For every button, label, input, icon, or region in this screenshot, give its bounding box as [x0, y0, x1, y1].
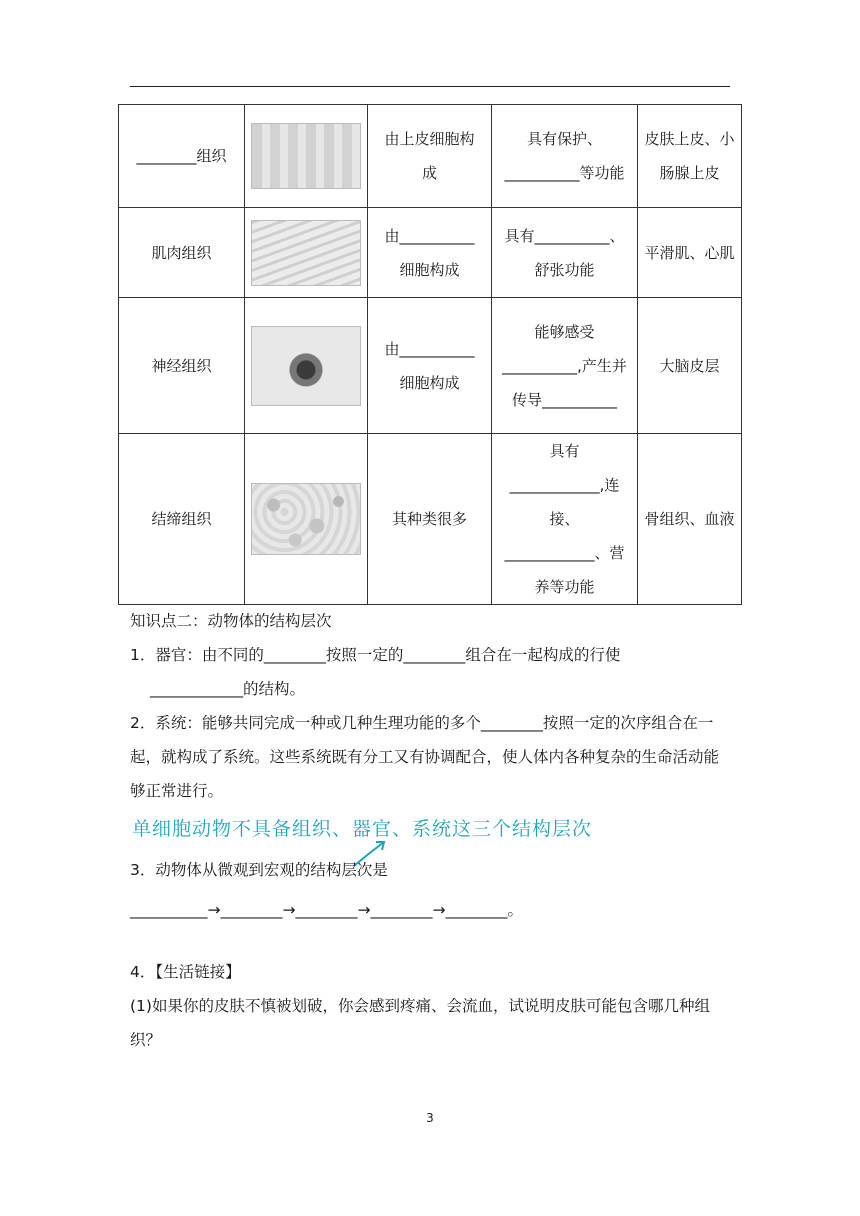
answer-blank[interactable]: ____________ — [509, 476, 600, 494]
section-subtitle: 4．【生活链接】 — [130, 963, 241, 981]
function-cell — [492, 298, 638, 434]
section-title: 知识点二：动物体的结构层次 — [130, 612, 332, 630]
example-cell: 大脑皮层 — [638, 298, 742, 434]
answer-blank[interactable]: ____________ — [504, 544, 595, 562]
answer-chain[interactable]: __________→________→________→________→________。 — [130, 901, 523, 919]
table-row — [119, 434, 742, 605]
composition-text: 由 — [384, 226, 400, 245]
tissue-image-cell — [245, 434, 368, 605]
answer-blank[interactable]: __________ — [504, 164, 580, 182]
table-row — [119, 208, 742, 298]
question-text: 按照一定的次序组合在一起，就构成了系统。这些系统既有分工又有协调配合，使人体内各种复杂的生命活动能够正常进行。 — [130, 714, 720, 800]
function-cell — [492, 105, 638, 208]
question-3 — [130, 853, 730, 927]
question-2 — [130, 706, 730, 808]
function-text: 等功能 — [579, 164, 625, 182]
answer-blank[interactable]: ________ — [263, 646, 326, 664]
handwritten-note: 单细胞动物不具备组织、器官、系统这三个结构层次 — [132, 818, 593, 840]
answer-blank[interactable]: ________ — [480, 714, 543, 732]
example-text: 皮肤上皮、小肠腺上皮 — [644, 130, 735, 182]
answer-blank[interactable]: ________ — [403, 646, 466, 664]
function-cell — [492, 208, 638, 298]
question-4 — [130, 955, 730, 1057]
function-text: ,连接、 — [549, 476, 620, 528]
function-text: 能够感受 — [534, 322, 595, 341]
answer-blank[interactable]: __________ — [534, 226, 610, 245]
answer-blank[interactable]: ____________ — [150, 680, 243, 698]
answer-blank[interactable]: __________ — [542, 390, 617, 409]
question-text: 组合在一起构成的行使 — [465, 646, 621, 664]
muscle-tissue-image — [251, 220, 361, 286]
header-rule — [130, 86, 730, 87]
epithelial-tissue-image — [251, 123, 361, 189]
function-text: 、营养等功能 — [534, 544, 625, 596]
example-cell — [638, 434, 742, 605]
question-text: 1．器官：由不同的 — [130, 646, 264, 664]
function-text: 具有 — [504, 226, 535, 245]
question-text: 的结构。 — [243, 680, 306, 698]
question-text: (1)如果你的皮肤不慎被划破，你会感到疼痛、会流血，试说明皮肤可能包含哪几种组织？ — [130, 997, 710, 1049]
connective-tissue-image — [251, 483, 361, 555]
answer-blank[interactable]: __________ — [399, 226, 475, 245]
question-text: 3．动物体从微观到宏观的结构层次是 — [130, 861, 388, 879]
composition-text: 由 — [384, 339, 400, 358]
example-cell — [638, 105, 742, 208]
tissue-name-cell: 结缔组织 — [119, 434, 245, 605]
nerve-tissue-image — [251, 326, 361, 406]
question-text: 按照一定的 — [325, 646, 404, 664]
composition-text: 细胞构成 — [399, 260, 460, 279]
tissue-name-cell: 神经组织 — [119, 298, 245, 434]
composition-text: 由上皮细胞构成 — [384, 130, 475, 182]
tissue-image-cell — [245, 298, 368, 434]
example-text: 骨组织、血液 — [644, 510, 735, 528]
tissue-name-cell — [119, 105, 245, 208]
function-text: 具有 — [549, 442, 580, 460]
function-text: ,产生并传导 — [511, 356, 627, 409]
table-row — [119, 298, 742, 434]
page-number: 3 — [426, 1111, 434, 1125]
example-cell — [638, 208, 742, 298]
example-text: 平滑肌、心肌 — [644, 243, 735, 262]
function-text: 具有保护、 — [526, 130, 602, 148]
question-1 — [130, 638, 730, 706]
question-text: 2．系统：能够共同完成一种或几种生理功能的多个 — [130, 714, 481, 732]
tissue-name-suffix: 组织 — [196, 147, 227, 165]
composition-cell — [368, 105, 492, 208]
composition-cell — [368, 298, 492, 434]
composition-cell — [368, 208, 492, 298]
tissue-image-cell — [245, 208, 368, 298]
table-row — [119, 105, 742, 208]
function-cell — [492, 434, 638, 605]
function-text: 、舒张功能 — [534, 226, 625, 279]
tissue-name-cell: 肌肉组织 — [119, 208, 245, 298]
answer-blank[interactable]: ________ — [136, 147, 197, 165]
answer-blank[interactable]: __________ — [502, 356, 578, 375]
tissue-image-cell — [245, 105, 368, 208]
composition-text: 细胞构成 — [399, 373, 460, 392]
answer-blank[interactable]: __________ — [399, 339, 475, 358]
composition-cell: 其种类很多 — [368, 434, 492, 605]
tissue-table — [118, 104, 742, 605]
